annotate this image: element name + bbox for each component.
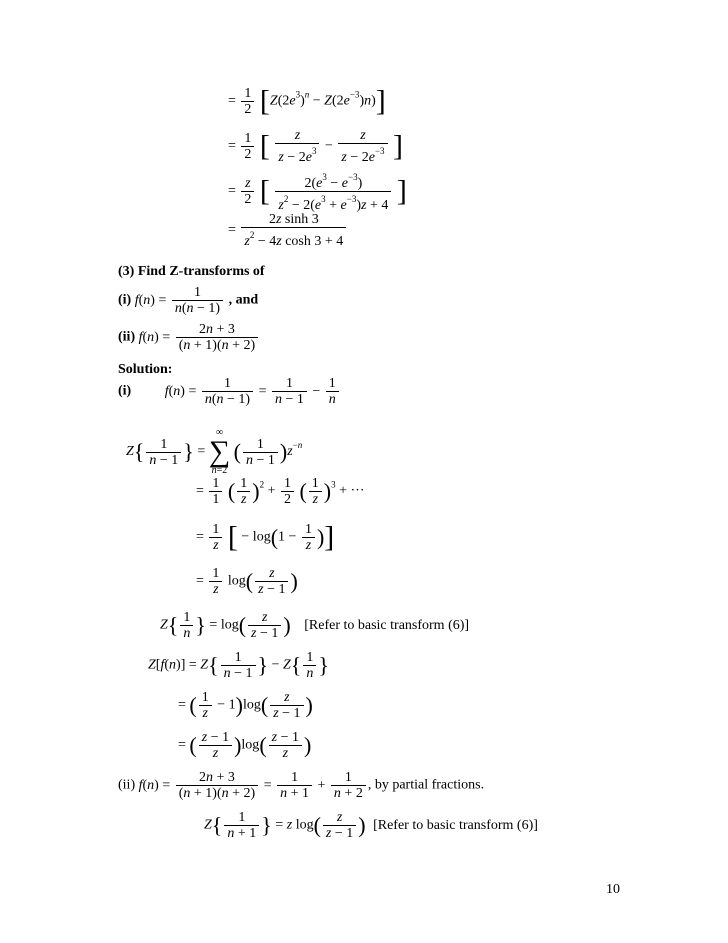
eq-z-series: = $\frac{1}{1}$ ( $\frac{1}{z}$ )$^2$ + $\frac{1}{2}$ ( $\frac{1}{z}$ )$^3$ + ··· — [196, 476, 365, 507]
part-i-label: (i) — [118, 292, 132, 308]
eq-line-4: = $\frac{\text{2z sinh 3}}{z^2 - 4z \cosh 3 + 4}$ — [228, 212, 348, 249]
eq-line-3: = $\frac{z}{2}$ [ $\frac{2(e^3 - e^{-3})}{z^2 - 2(e^3 + e^{-3})z + 4}$ ] — [228, 172, 407, 213]
eq-line-2: = $\frac{1}{2}$ [ $\frac{z}{z - 2e^3}$ − $\frac{z}{z - 2e^{-3}}$ ] — [228, 128, 404, 165]
sol-i-label: (i) — [118, 383, 132, 399]
part-i: (i) f(n) = $\frac{1}{n(n - 1)}$ , and — [118, 285, 259, 316]
refer-note-2: [Refer to basic transform (6)] — [373, 817, 538, 833]
part-i-tail: , and — [228, 292, 259, 308]
part-ii: (ii) f(n) = $\frac{2n + 3}{(n + 1)(n + 2)}$ — [118, 322, 260, 353]
eq-z-log1: = $\frac{1}{z}$ [ − log(1 − $\frac{1}{z}$ )] — [196, 520, 335, 554]
eq-z-fn-2: = ( $\frac{1}{z}$ − 1)log( $\frac{z}{z - 1}$ ) — [178, 690, 313, 721]
page-number: 10 — [606, 882, 620, 897]
eq-z-1-over-n: Z{ $\frac{1}{n}$ } = log( $\frac{z}{z - 1}$ ) [Refer to basic transform (6)] — [160, 610, 470, 641]
eq-z-sum: Z{ $\frac{1}{n - 1}$ } = ∞ ∑ n=2 ( $\frac{1}{n - 1}$ )$z^{-n}$ — [126, 427, 303, 476]
eq-z-n-plus-1: Z{ $\frac{1}{n + 1}$ } = z log( $\frac{z}{z - 1}$ ) [Refer to basic transform (6)] — [204, 810, 538, 841]
sol-ii-line: (ii) f(n) = $\frac{2n + 3}{(n + 1)(n + 2)}$ = $\frac{1}{n + 1}$ + $\frac{1}{n + 2}$ , by partial fractions. — [118, 770, 485, 801]
problem-heading: (3) Find Z-transforms of — [118, 264, 265, 279]
eq-z-log2: = $\frac{1}{z}$ log( $\frac{z}{z - 1}$ ) — [196, 566, 298, 597]
partial-fractions-note: , by partial fractions. — [367, 777, 485, 793]
eq-z-fn-3: = ( $\frac{z - 1}{z}$ )log( $\frac{z - 1}{z}$ ) — [178, 730, 312, 761]
part-ii-label: (ii) — [118, 329, 136, 345]
eq-line-1: = $\frac{1}{2}$ $[Z(2e^3)^n - Z(2e^{-3})n)$] — [228, 84, 386, 118]
eq-z-fn: Z[f(n)] = Z{ $\frac{1}{n - 1}$ } − Z{ $\frac{1}{n}$ } — [148, 650, 329, 681]
refer-note-1: [Refer to basic transform (6)] — [304, 617, 470, 633]
sol-ii-label: (ii) — [118, 777, 136, 793]
solution-label: Solution: — [118, 362, 173, 377]
sol-i-line: (i) f(n) = $\frac{1}{n(n - 1)}$ = $\frac{1}{n - 1}$ − $\frac{1}{n}$ — [118, 376, 341, 407]
